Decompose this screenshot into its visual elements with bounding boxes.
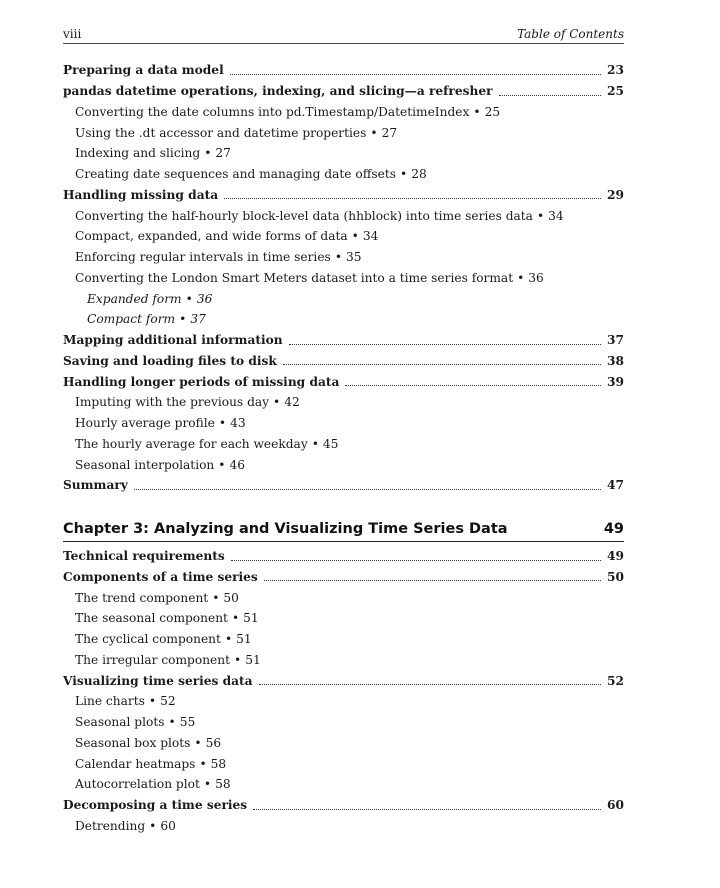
bullet-separator: • [149,818,157,833]
toc-entry-page: 45 [322,436,339,451]
toc-entry-title: Handling longer periods of missing data [63,374,340,389]
toc-entry-title: Seasonal plots [75,715,165,730]
toc-entry-level-1[interactable] [63,60,624,81]
toc-entry-level-2[interactable] [63,454,624,475]
running-title: Table of Contents [517,27,624,41]
toc-entry-level-2[interactable] [63,816,624,837]
bullet-separator: • [234,652,242,667]
toc-entry-title: Mapping additional information [63,333,283,348]
bullet-separator: • [218,416,227,431]
toc-entry-level-2[interactable] [63,247,624,268]
toc-entry-page: 60 [607,798,624,813]
toc-entry-page: 56 [205,735,222,750]
toc-entry-page: 36 [528,270,544,285]
toc-entry-page: 25 [484,104,501,119]
bullet-separator: • [194,735,202,750]
toc-entry-page: 58 [210,756,227,771]
toc-entry-title: The trend component [75,590,209,605]
toc-entry-level-3[interactable] [63,288,624,309]
toc-entry-page: 25 [607,84,624,99]
toc-entry-title: Decomposing a time series [63,798,248,813]
toc-entry-page: 34 [548,208,564,223]
toc-entry-page: 46 [229,457,245,472]
bullet-separator: • [231,611,240,626]
bullet-separator: • [218,457,226,472]
toc-entry-title: Components of a time series [63,569,258,584]
toc-entry-level-1[interactable] [63,670,624,691]
chapter-title: Chapter 3: Analyzing and Visualizing Time Series Data [63,520,508,537]
toc-entry-page: 34 [362,229,379,244]
toc-entry-title: Converting the date columns into pd.Timestamp/DatetimeIndex [75,104,470,119]
toc-entry-page: 47 [607,478,624,493]
dot-leader [134,489,601,490]
toc-entry-page: 35 [346,250,362,265]
toc-entry-title: pandas datetime operations, indexing, and slicing—a refresher [63,84,493,99]
toc-entry-level-2[interactable] [63,143,624,164]
toc-entry-page: 42 [284,395,300,410]
toc-entry-level-2[interactable] [63,712,624,733]
bullet-separator: • [199,756,207,771]
toc-entry-title: Converting the London Smart Meters dataset into a time series format [75,270,514,285]
dot-leader [264,580,601,581]
chapter-heading[interactable] [63,506,624,542]
dot-leader [345,385,601,386]
toc-entry-title: Saving and loading files to disk [63,353,277,368]
toc-entry-title: Expanded form [87,291,182,306]
toc-entry-title: Compact form [87,312,176,327]
toc-entry-page: 39 [607,374,624,389]
toc-entry-level-1[interactable] [63,330,624,351]
toc-entry-title: Converting the half-hourly block-level data (hhblock) into time series data [75,208,533,223]
toc-entry-level-1[interactable] [63,185,624,206]
toc-entry-level-2[interactable] [63,691,624,712]
toc-entry-title: Enforcing regular intervals in time series [75,250,331,265]
toc-entry-title: Visualizing time series data [63,673,253,688]
toc-entry-page: 50 [607,569,624,584]
toc-entry-page: 37 [607,333,624,348]
toc-entry-page: 51 [236,632,252,647]
dot-leader [499,95,602,96]
toc-entry-title: Line charts [75,694,145,709]
toc-entry-level-2[interactable] [63,587,624,608]
dot-leader [231,560,601,561]
chapter-page: 49 [603,520,624,537]
toc-entry-title: The hourly average for each weekday [75,436,308,451]
toc-entry-level-2[interactable] [63,608,624,629]
toc-entry-title: Seasonal box plots [75,735,191,750]
toc-entry-page: 27 [215,146,231,161]
toc-entry-level-2[interactable] [63,226,624,247]
toc-entry-page: 23 [607,63,624,78]
toc-entry-page: 51 [245,652,261,667]
bullet-separator: • [370,125,378,140]
bullet-separator: • [204,146,212,161]
dot-leader [224,198,601,199]
toc-entry-level-2[interactable] [63,650,624,671]
bullet-separator: • [311,436,319,451]
dot-leader [230,74,601,75]
toc-entry-title: Handling missing data [63,187,219,202]
toc-entry-level-2[interactable] [63,268,624,289]
toc-entry-level-2[interactable] [63,122,624,143]
bullet-separator: • [148,694,157,709]
dot-leader [289,344,601,345]
bullet-separator: • [179,312,187,327]
toc-section-chapter-2 [63,60,624,496]
toc-entry-title: Technical requirements [63,549,225,564]
toc-entry-page: 52 [607,673,624,688]
toc-entry-level-1[interactable] [63,795,624,816]
toc-entry-page: 38 [607,353,624,368]
toc-entry-title: Compact, expanded, and wide forms of data [75,229,348,244]
bullet-separator: • [212,590,220,605]
bullet-separator: • [185,291,193,306]
toc-entry-title: Calendar heatmaps [75,756,196,771]
bullet-separator: • [473,104,481,119]
page-number: viii [63,27,82,41]
dot-leader [259,684,601,685]
toc-entry-level-1[interactable] [63,351,624,372]
toc-entry-level-2[interactable] [63,102,624,123]
bullet-separator: • [334,250,343,265]
toc-entry-level-2[interactable] [63,753,624,774]
toc-entry-level-1[interactable] [63,567,624,588]
toc-entry-level-1[interactable] [63,371,624,392]
toc-entry-level-1[interactable] [63,475,624,496]
bullet-separator: • [168,715,176,730]
toc-entry-level-3[interactable] [63,309,624,330]
toc-entry-page: 52 [160,694,176,709]
bullet-separator: • [517,270,525,285]
toc-entry-title: Preparing a data model [63,63,224,78]
toc-entry-level-2[interactable] [63,434,624,455]
toc-entry-level-2[interactable] [63,413,624,434]
bullet-separator: • [224,632,233,647]
toc-entry-page: 58 [215,777,231,792]
running-header [63,24,624,44]
toc-entry-title: Detrending [75,818,146,833]
toc-entry-title: Indexing and slicing [75,146,201,161]
toc-entry-title: Creating date sequences and managing date offsets [75,167,396,182]
toc-entry-level-2[interactable] [63,774,624,795]
toc-entry-title: Using the .dt accessor and datetime properties [75,125,367,140]
bullet-separator: • [399,167,408,182]
toc-entry-page: 49 [607,549,624,564]
toc-entry-title: The cyclical component [75,632,221,647]
toc-entry-page: 29 [607,187,624,202]
toc-entry-level-2[interactable] [63,205,624,226]
bullet-separator: • [273,395,281,410]
toc-section-chapter-3 [63,546,624,837]
toc-entry-page: 28 [411,167,427,182]
bullet-separator: • [351,229,359,244]
toc-entry-page: 36 [196,291,213,306]
dot-leader [253,809,601,810]
toc-entry-level-2[interactable] [63,733,624,754]
toc-entry-page: 60 [160,818,176,833]
toc-entry-level-2[interactable] [63,164,624,185]
table-of-contents [63,60,624,836]
toc-entry-title: Hourly average profile [75,416,215,431]
toc-entry-level-1[interactable] [63,546,624,567]
toc-entry-title: Seasonal interpolation [75,457,215,472]
toc-entry-page: 27 [381,125,398,140]
toc-entry-title: Summary [63,478,128,493]
toc-entry-page: 43 [230,416,246,431]
bullet-separator: • [203,777,212,792]
toc-entry-level-2[interactable] [63,392,624,413]
dot-leader [283,364,601,365]
toc-entry-level-2[interactable] [63,629,624,650]
toc-entry-page: 37 [190,312,206,327]
toc-entry-page: 55 [179,715,196,730]
toc-entry-title: The irregular component [75,652,231,667]
toc-entry-level-1[interactable] [63,81,624,102]
toc-entry-title: Imputing with the previous day [75,395,270,410]
bullet-separator: • [536,208,545,223]
toc-entry-title: Autocorrelation plot [75,777,200,792]
toc-entry-title: The seasonal component [75,611,228,626]
toc-entry-page: 51 [243,611,259,626]
toc-entry-page: 50 [223,590,239,605]
